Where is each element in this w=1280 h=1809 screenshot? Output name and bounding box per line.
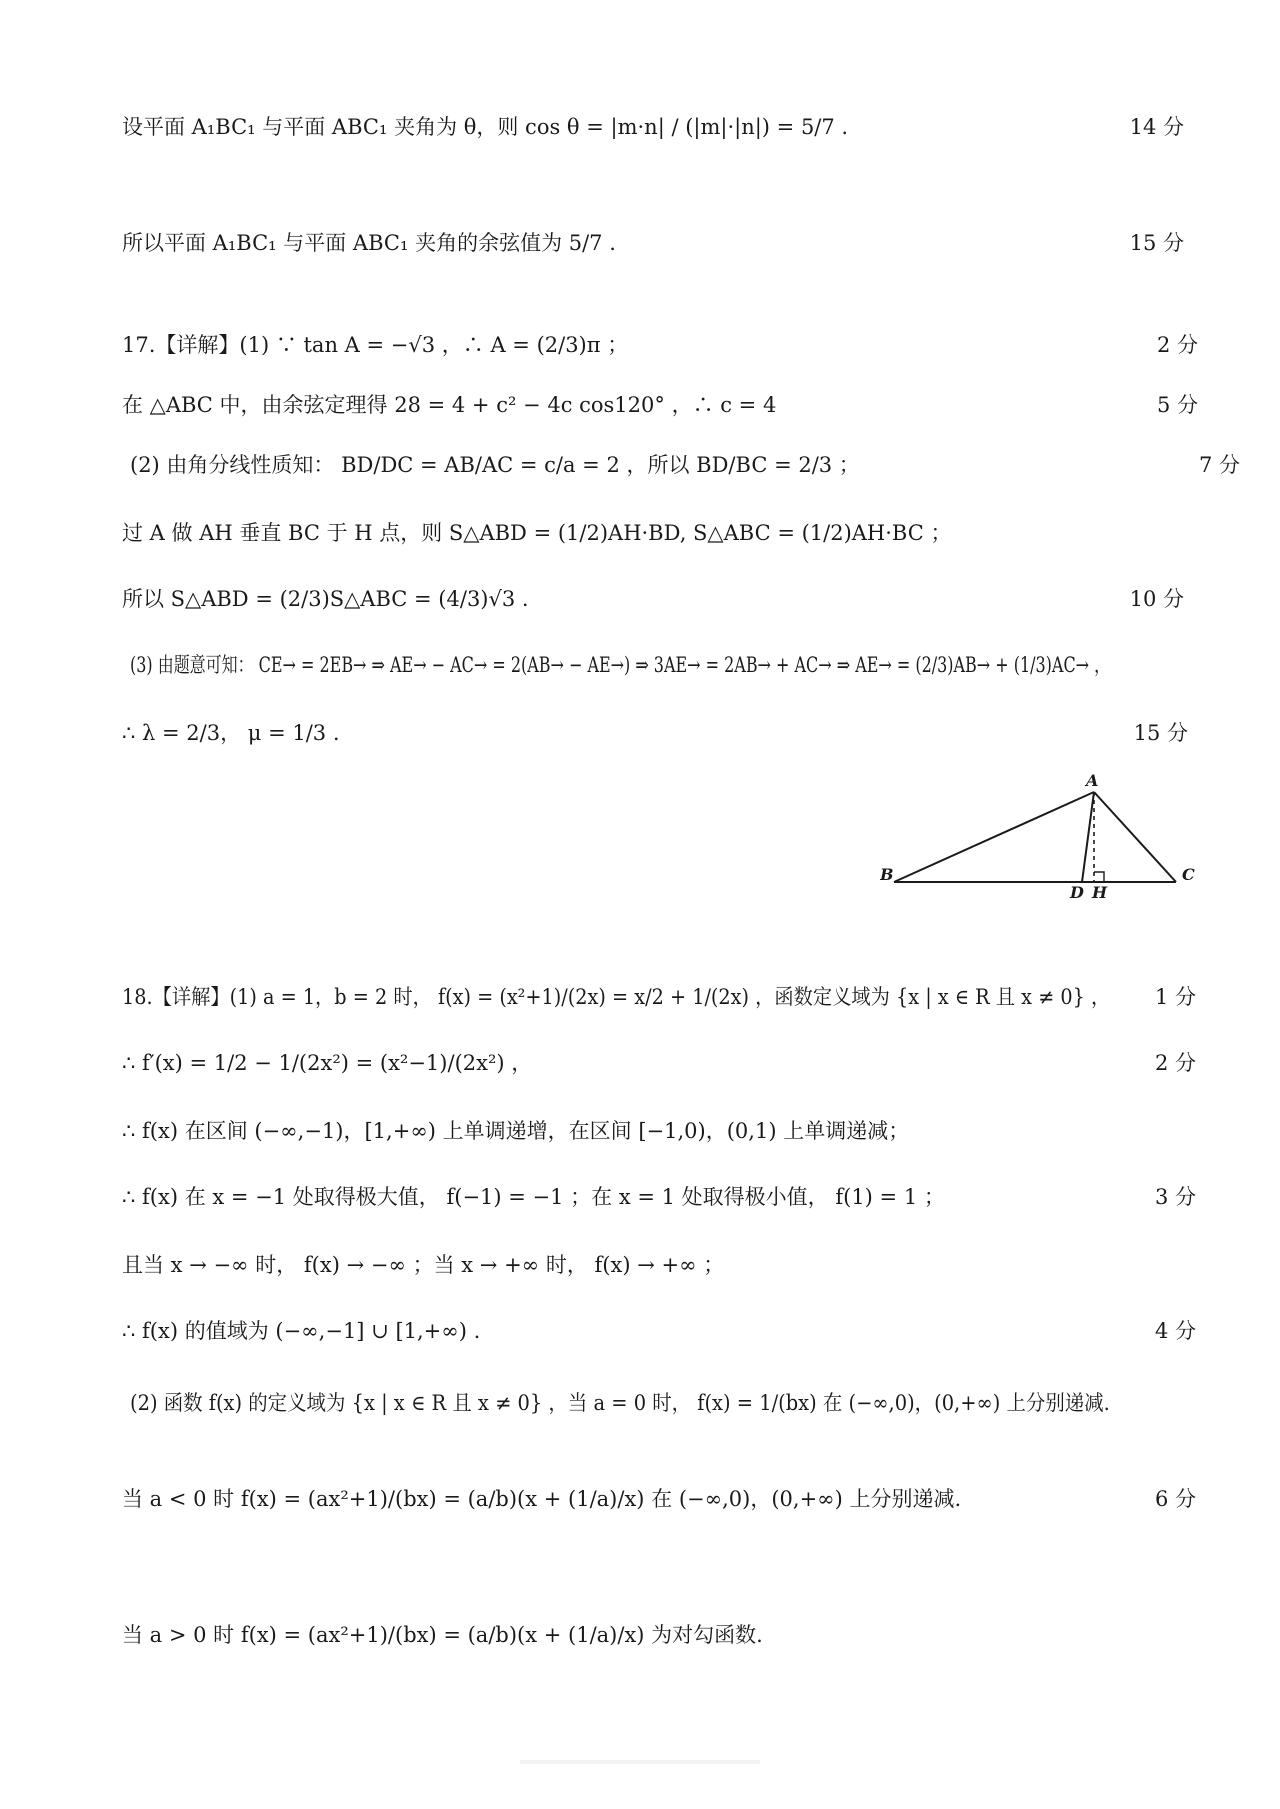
score-label: 7 分 [1198, 453, 1240, 477]
triangle-figure [880, 770, 1200, 900]
score-label: 4 分 [1154, 1319, 1196, 1343]
line-17-5: 所以 S△ABD = (2/3)S△ABC = (4/3)√3 . [122, 587, 529, 611]
line-text: 所以平面 A₁BC₁ 与平面 ABC₁ 夹角的余弦值为 5/7 . [122, 231, 616, 255]
score-label: 6 分 [1154, 1487, 1196, 1511]
score-label: 14 分 [1129, 115, 1184, 139]
score-label: 15 分 [1133, 721, 1188, 745]
line-17-1: 17.【详解】(1) ∵ tan A = −√3 ，∴ A = (2/3)π ； [122, 333, 629, 357]
score-label: 15 分 [1129, 231, 1184, 255]
line-18-5: 且当 x → −∞ 时， f(x) → −∞ ；当 x → +∞ 时， f(x) → +∞ ； [122, 1253, 725, 1277]
segment-ad [1082, 792, 1094, 882]
label-b: B [880, 865, 894, 884]
line-18-4: ∴ f(x) 在 x = −1 处取得极大值， f(−1) = −1 ；在 x = 1 处取得极小值， f(1) = 1 ； [122, 1185, 945, 1209]
line-18-3: ∴ f(x) 在区间 (−∞,−1)，[1,+∞) 上单调递增，在区间 [−1,0)，(0,1) 上单调递减； [122, 1119, 910, 1143]
line-18-2: ∴ f′(x) = 1/2 − 1/(2x²) = (x²−1)/(2x²) ， [122, 1051, 533, 1075]
score-label: 5 分 [1156, 393, 1198, 417]
line-17-7: ∴ λ = 2/3， μ = 1/3 . [122, 721, 340, 745]
label-d: D [1070, 883, 1084, 900]
line-18-9: 当 a > 0 时 f(x) = (ax²+1)/(bx) = (a/b)(x + (1/a)/x) 为对勾函数. [122, 1623, 763, 1647]
line-17-3: (2) 由角分线性质知： BD/DC = AB/AC = c/a = 2 ，所以 BD/BC = 2/3 ； [130, 453, 860, 477]
label-h: H [1092, 883, 1108, 900]
line-18-8: 当 a < 0 时 f(x) = (ax²+1)/(bx) = (a/b)(x + (1/a)/x) 在 (−∞,0)，(0,+∞) 上分别递减. [122, 1487, 962, 1511]
line-17-2: 在 △ABC 中，由余弦定理得 28 = 4 + c² − 4c cos120° ，∴ c = 4 [122, 393, 777, 417]
line-text: 设平面 A₁BC₁ 与平面 ABC₁ 夹角为 θ，则 cos θ = |m·n| / (|m|·|n|) = 5/7 . [122, 115, 849, 139]
line-18-6: ∴ f(x) 的值域为 (−∞,−1] ∪ [1,+∞) . [122, 1319, 481, 1343]
right-angle-mark [1094, 872, 1104, 882]
line-17-4: 过 A 做 AH 垂直 BC 于 H 点，则 S△ABD = (1/2)AH·BD, S△ABC = (1/2)AH·BC ； [122, 521, 952, 545]
segment-ac [1094, 792, 1176, 882]
scan-smudge [520, 1760, 760, 1764]
score-label: 3 分 [1154, 1185, 1196, 1209]
score-label: 1 分 [1154, 985, 1196, 1009]
score-label: 10 分 [1129, 587, 1184, 611]
score-label: 2 分 [1154, 1051, 1196, 1075]
score-label: 2 分 [1156, 333, 1198, 357]
line-conclusion [122, 228, 1062, 258]
line-18-1: 18.【详解】(1) a = 1，b = 2 时， f(x) = (x²+1)/(2x) = x/2 + 1/(2x) ，函数定义域为 {x | x ∈ R 且 x ≠ 0} ， [122, 985, 1111, 1009]
line-17-6: (3) 由题意可知： CE→ = 2EB→ ⇒ AE→ − AC→ = 2(AB→ − AE→) ⇒ 3AE→ = 2AB→ + AC→ ⇒ AE→ = (2/3)AB→ + (1/3)AC→ ， [130, 653, 1111, 677]
segment-ab [894, 792, 1094, 882]
line-cos-theta [122, 112, 1062, 142]
label-a: A [1086, 771, 1099, 790]
line-18-7: (2) 函数 f(x) 的定义域为 {x | x ∈ R 且 x ≠ 0} ，当 a = 0 时， f(x) = 1/(bx) 在 (−∞,0)，(0,+∞) 上分别递减. [130, 1391, 1110, 1415]
label-c: C [1182, 865, 1195, 884]
